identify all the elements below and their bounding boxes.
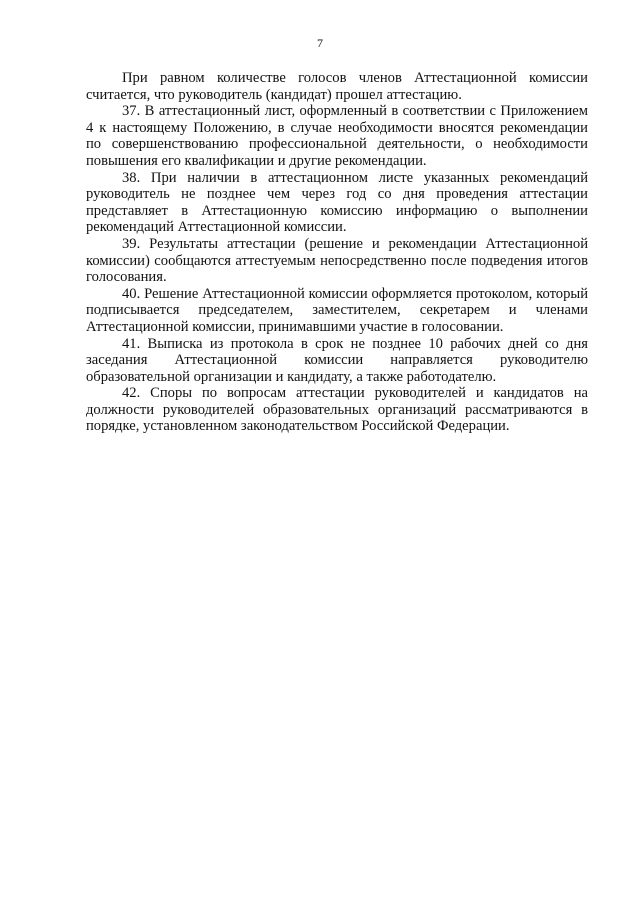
paragraph-38: 38. При наличии в аттестационном листе указанных рекомендаций руководитель не позднее чем через год со дня проведения аттестации представляет в Аттестационную комиссию информацию о выполнении рекомендаций Аттестационной комиссии. [86,169,588,236]
paragraph-40: 40. Решение Аттестационной комиссии оформляется протоколом, который подписывается председателем, заместителем, секретарем и членами Аттестационной комиссии, принимавшими участие в голосовании. [86,285,588,335]
paragraph-39: 39. Результаты аттестации (решение и рекомендации Аттестационной комиссии) сообщаются аттестуемым непосредственно после подведения итогов голосования. [86,235,588,286]
page-number: 7 [317,36,323,50]
paragraph-37: 37. В аттестационный лист, оформленный в соответствии с Приложением 4 к настоящему Положению, в случае необходимости вносятся рекомендации по совершенствованию профессиональной деятельности, о необходимости повышения его квалификации и другие рекомендации. [86,103,588,169]
document-body [86,70,588,435]
paragraph-voting-equality: При равном количестве голосов членов Аттестационной комиссии считается, что руководитель (кандидат) прошел аттестацию. [86,70,588,103]
paragraph-41: 41. Выписка из протокола в срок не позднее 10 рабочих дней со дня заседания Аттестационной комиссии направляется руководителю образовательной организации и кандидату, а также работодателю. [86,335,588,385]
paragraph-42: 42. Споры по вопросам аттестации руководителей и кандидатов на должности руководителей образовательных организаций рассматриваются в порядке, установленном законодательством Российской Федерации. [86,385,588,435]
